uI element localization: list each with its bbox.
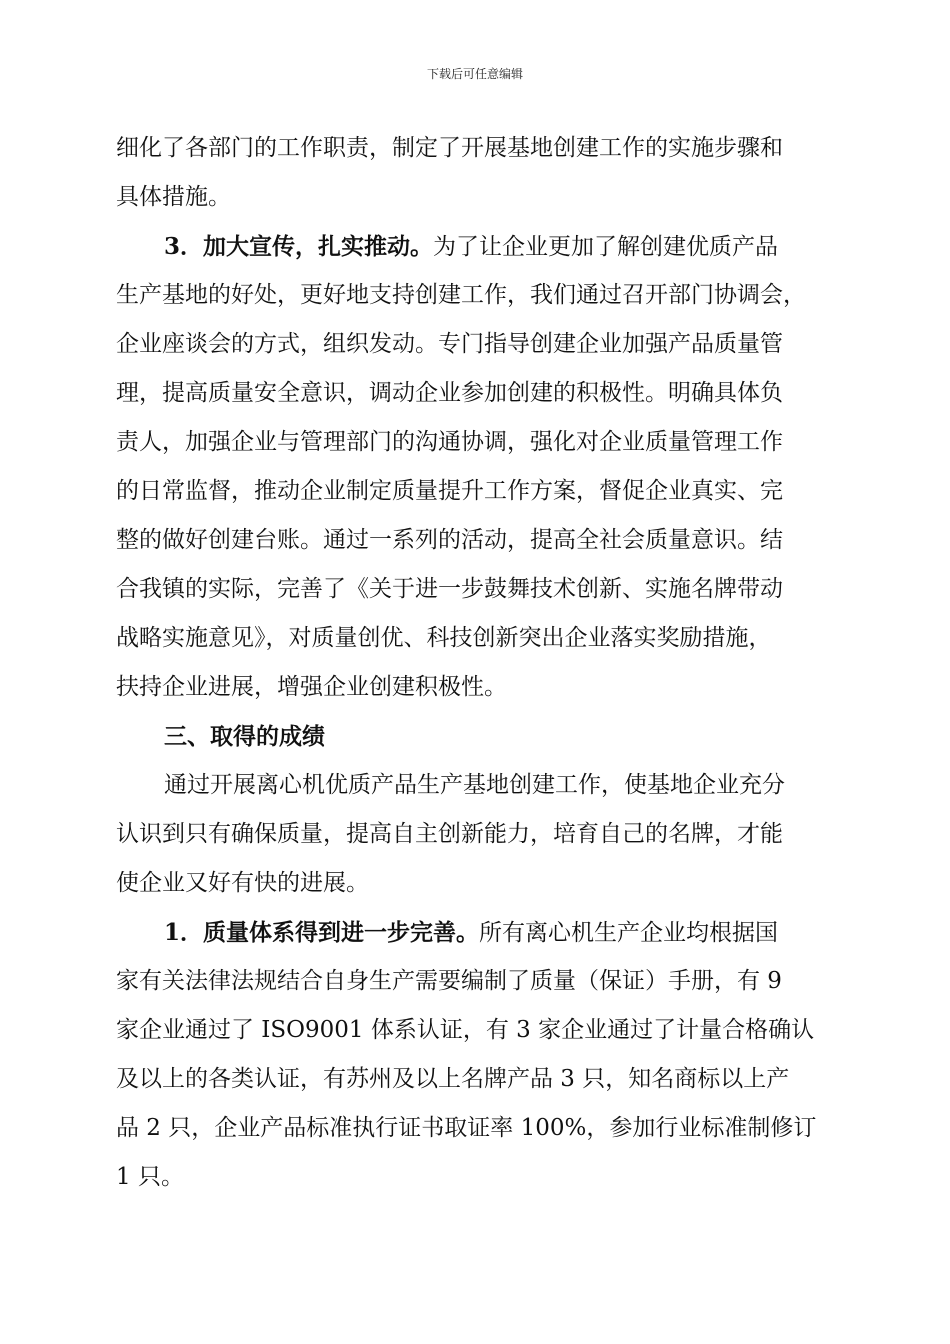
line-text: 使企业又好有快的进展。 (116, 870, 369, 896)
text-line (116, 1006, 860, 1055)
line-text: 及以上的各类认证，有苏州及以上名牌产品 3 只，知名商标以上产 (116, 1066, 790, 1092)
text-line (116, 859, 860, 908)
line-text: 通过开展离心机优质产品生产基地创建工作，使基地企业充分 (164, 772, 785, 798)
paragraph-start-line (116, 222, 860, 271)
line-text: 战略实施意见》，对质量创优、科技创新突出企业落实奖励措施， (116, 625, 772, 651)
text-line (116, 1104, 860, 1153)
text-line (116, 1153, 860, 1202)
line-text: 认识到只有确保质量，提高自主创新能力，培育自己的名牌，才能 (116, 821, 783, 847)
text-line (116, 418, 860, 467)
line-text: 扶持企业进展，增强企业创建积极性。 (116, 674, 507, 700)
text-line (116, 516, 860, 565)
line-text: 具体措施。 (116, 184, 231, 210)
line-text: 合我镇的实际，完善了《关于进一步鼓舞技术创新、实施名牌带动 (116, 576, 783, 602)
text-line (116, 271, 860, 320)
page-header: 下载后可任意编辑 (426, 67, 523, 81)
text-line (116, 369, 860, 418)
text-line (116, 124, 860, 173)
text-line (116, 614, 860, 663)
line-text: 责人，加强企业与管理部门的沟通协调，强化对企业质量管理工作 (116, 429, 783, 455)
text-line (116, 663, 860, 712)
line-text: 理，提高质量安全意识，调动企业参加创建的积极性。明确具体负 (116, 380, 783, 406)
line-text: 细化了各部门的工作职责，制定了开展基地创建工作的实施步骤和 (116, 135, 783, 161)
line-text: 为了让企业更加了解创建优质产品 (433, 234, 779, 260)
line-text: 所有离心机生产企业均根据国 (479, 920, 779, 946)
line-text: 家企业通过了 ISO9001 体系认证，有 3 家企业通过了计量合格确认 (116, 1017, 815, 1043)
paragraph-start-line (116, 761, 860, 810)
paragraph-lead-bold: 3．加大宣传，扎实推动。 (164, 233, 434, 260)
text-line (116, 173, 860, 222)
text-line (116, 565, 860, 614)
text-line (116, 1055, 860, 1104)
paragraph-lead-bold: 1．质量体系得到进一步完善。 (164, 919, 480, 946)
line-text: 品 2 只，企业产品标准执行证书取证率 100%，参加行业标准制修订 (116, 1115, 817, 1141)
text-line (116, 957, 860, 1006)
line-text: 企业座谈会的方式，组织发动。专门指导创建企业加强产品质量管 (116, 331, 783, 357)
line-text: 家有关法律法规结合自身生产需要编制了质量（保证）手册，有 9 (116, 968, 782, 994)
text-line (116, 467, 860, 516)
document-body (116, 124, 860, 1202)
text-line (116, 810, 860, 859)
line-text: 整的做好创建台账。通过一系列的活动，提高全社会质量意识。结 (116, 527, 783, 553)
section-heading: 三、取得的成绩 (164, 723, 325, 750)
line-text: 的日常监督，推动企业制定质量提升工作方案，督促企业真实、完 (116, 478, 783, 504)
text-line (116, 320, 860, 369)
line-text: 1 只。 (116, 1164, 184, 1190)
paragraph-start-line (116, 908, 860, 957)
line-text: 生产基地的好处，更好地支持创建工作，我们通过召开部门协调会， (116, 282, 806, 308)
